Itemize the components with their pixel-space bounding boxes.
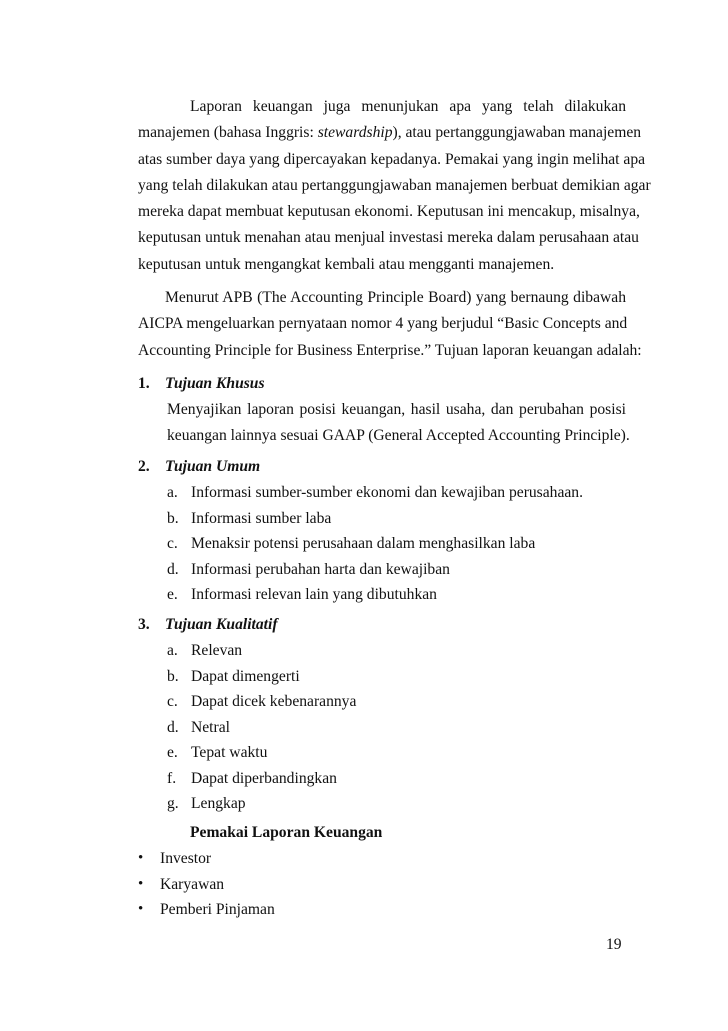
list-item <box>138 897 275 923</box>
sublist <box>138 638 626 817</box>
paragraph-line: keputusan untuk menahan atau menjual investasi mereka dalam perusahaan atau <box>138 229 639 247</box>
section-heading <box>138 371 626 397</box>
item-letter: a. <box>167 484 178 501</box>
list-item <box>138 872 275 898</box>
list-item <box>167 715 626 741</box>
paragraph-text: ), atau pertanggungjawaban manajemen <box>392 124 642 142</box>
list-item <box>167 689 626 715</box>
item-text: Informasi relevan lain yang dibutuhkan <box>191 586 437 603</box>
users-heading: Pemakai Laporan Keuangan <box>190 824 383 841</box>
bullet-icon: • <box>138 901 144 918</box>
item-letter: d. <box>167 560 179 578</box>
paragraph-stewardship <box>138 94 651 278</box>
list-item <box>167 664 626 690</box>
section-heading <box>138 612 626 638</box>
item-text: Dapat diperbandingkan <box>191 769 337 787</box>
list-item <box>167 638 626 664</box>
section-number: 1. <box>138 375 150 392</box>
section-tujuan-kualitatif <box>138 612 626 817</box>
item-letter: b. <box>167 509 179 527</box>
item-text: Menaksir potensi perusahaan dalam menghasilkan laba <box>191 535 536 552</box>
item-letter: e. <box>167 586 178 603</box>
item-text: Informasi sumber-sumber ekonomi dan kewajiban perusahaan. <box>191 484 584 501</box>
list-item <box>167 582 626 608</box>
item-text: Karyawan <box>160 875 225 893</box>
item-text: Dapat dimengerti <box>191 667 300 685</box>
section-number: 3. <box>138 616 150 633</box>
section-title: Tujuan Khusus <box>165 375 265 392</box>
section-title: Tujuan Umum <box>165 458 261 475</box>
section-tujuan-umum <box>138 454 626 608</box>
item-letter: e. <box>167 744 178 761</box>
item-text: Informasi perubahan harta dan kewajiban <box>191 560 450 578</box>
bullet-icon: • <box>138 850 144 866</box>
paragraph-line: Accounting Principle for Business Enterprise.” Tujuan laporan keuangan adalah: <box>138 341 642 359</box>
list-item <box>167 557 626 583</box>
section-line: keuangan lainnya sesuai GAAP (General Accepted Accounting Principle). <box>167 427 630 445</box>
list-item <box>167 506 626 532</box>
item-text: Lengkap <box>191 795 246 812</box>
users-list <box>138 846 275 923</box>
paragraph-line <box>138 120 642 146</box>
section-title: Tujuan Kualitatif <box>165 616 278 633</box>
item-letter: c. <box>167 693 178 710</box>
item-letter: d. <box>167 718 179 736</box>
page-number: 19 <box>606 936 622 953</box>
item-letter: f. <box>167 769 177 787</box>
section-number: 2. <box>138 458 150 475</box>
item-text: Tepat waktu <box>191 744 268 761</box>
paragraph-line: AICPA mengeluarkan pernyataan nomor 4 yang berjudul “Basic Concepts and <box>138 315 628 333</box>
paragraph-line: keputusan untuk mengangkat kembali atau mengganti manajemen. <box>138 255 555 273</box>
list-item <box>138 846 275 872</box>
item-letter: b. <box>167 667 179 685</box>
item-text: Pemberi Pinjaman <box>160 901 275 919</box>
item-text: Relevan <box>191 642 243 659</box>
list-item <box>167 740 626 766</box>
paragraph-line: atas sumber daya yang dipercayakan kepadanya. Pemakai yang ingin melihat apa <box>138 150 646 168</box>
sublist <box>138 480 626 608</box>
section-tujuan-khusus <box>138 371 630 450</box>
item-text: Informasi sumber laba <box>191 509 332 527</box>
paragraph-apb <box>138 285 642 364</box>
item-text: Investor <box>160 850 212 867</box>
paragraph-line: Laporan keuangan juga menunjukan apa yang telah dilakukan <box>190 98 626 115</box>
paragraph-text: manajemen (bahasa Inggris: <box>138 124 318 142</box>
paragraph-line: yang telah dilakukan atau pertanggungjawaban manajemen berbuat demikian agar <box>138 176 651 194</box>
section-line: Menyajikan laporan posisi keuangan, hasil usaha, dan perubahan posisi <box>167 401 626 418</box>
item-letter: g. <box>167 795 179 812</box>
list-item <box>167 791 626 817</box>
item-letter: a. <box>167 642 178 659</box>
item-text: Netral <box>191 718 230 736</box>
list-item <box>167 480 626 506</box>
list-item <box>167 531 626 557</box>
section-body <box>138 397 630 450</box>
item-text: Dapat dicek kebenarannya <box>191 693 357 710</box>
paragraph-line: Menurut APB (The Accounting Principle Board) yang bernaung dibawah <box>165 289 626 306</box>
section-heading <box>138 454 626 480</box>
item-letter: c. <box>167 535 178 552</box>
paragraph-line: mereka dapat membuat keputusan ekonomi. Keputusan ini mencakup, misalnya, <box>138 203 640 221</box>
stewardship-term: stewardship <box>317 124 393 142</box>
bullet-icon: • <box>138 875 144 892</box>
list-item <box>167 766 626 792</box>
